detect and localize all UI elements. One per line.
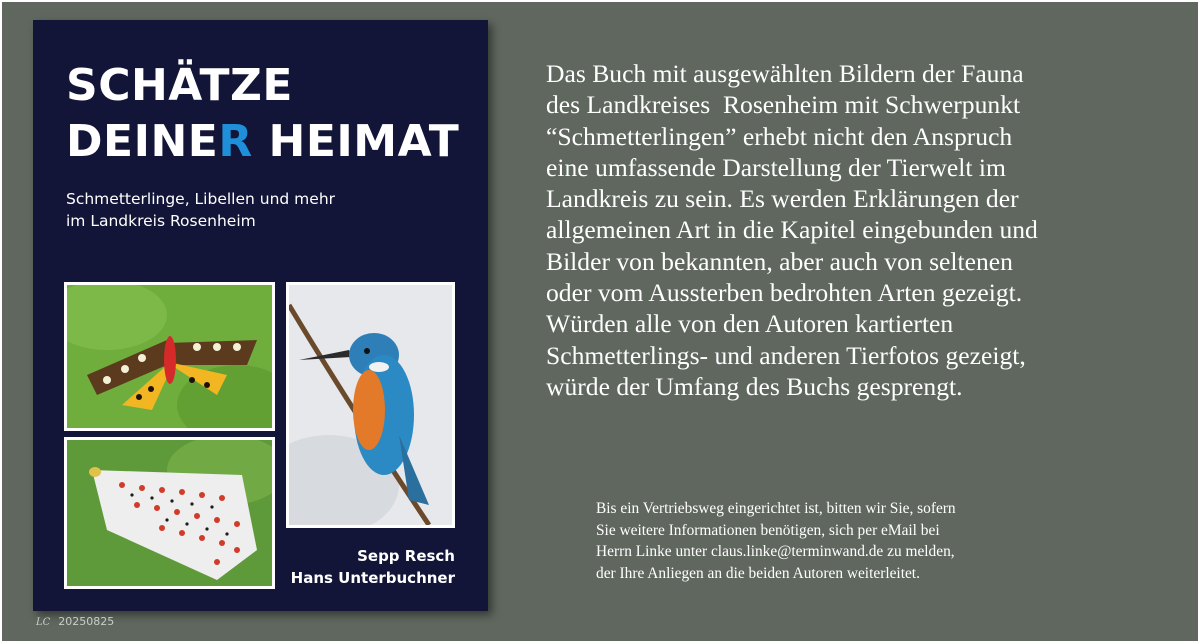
book-cover: [33, 20, 488, 611]
crimson-speckled-moth-photo: [64, 437, 275, 589]
author-name: Hans Unterbuchner: [290, 569, 455, 587]
description-line: oder vom Aussterben bedrohten Arten gezeigt.: [546, 278, 1023, 308]
book-subtitle-line1: Schmetterlinge, Libellen und mehr: [66, 190, 336, 208]
description-line: Bilder von bekannten, aber auch von seltenen: [546, 246, 1013, 276]
note-line: Bis ein Vertriebsweg eingerichtet ist, bitten wir Sie, sofern: [596, 500, 956, 517]
description-line: allgemeinen Art in die Kapitel eingebunden und: [546, 215, 1038, 245]
book-authors: [291, 545, 455, 589]
book-subtitle-line2: im Landkreis Rosenheim: [66, 212, 256, 230]
stamp-initials: LC: [36, 617, 51, 628]
book-title-part2: HEIMAT: [252, 116, 460, 167]
book-title-line2: [66, 114, 459, 170]
book-title-accent-letter: R: [218, 116, 253, 167]
description-line: würde der Umfang des Buchs gesprengt.: [546, 371, 963, 401]
book-title-part1: DEINE: [66, 116, 219, 167]
description-line: “Schmetterlingen” erhebt nicht den Anspruch: [546, 121, 1013, 151]
stamp-code: 20250825: [58, 615, 115, 628]
note-line: Sie weitere Informationen benötigen, sich per eMail bei: [596, 521, 940, 539]
description-line: des Landkreises Rosenheim mit Schwerpunkt: [546, 90, 1021, 120]
book-description: [546, 58, 1186, 402]
tiger-moth-photo: [64, 282, 275, 431]
description-line: Das Buch mit ausgewählten Bildern der Fauna: [546, 59, 1024, 88]
contact-note: [596, 498, 1116, 584]
book-subtitle: [66, 188, 335, 232]
author-name: Sepp Resch: [357, 547, 455, 565]
note-line: der Ihre Anliegen an die beiden Autoren weiterleitet.: [596, 564, 920, 582]
book-title: [66, 58, 459, 170]
description-line: Landkreis zu sein. Es werden Erklärungen der: [546, 184, 1019, 214]
kingfisher-photo: [286, 282, 455, 528]
description-line: Würden alle von den Autoren kartierten: [546, 309, 954, 339]
description-line: Schmetterlings- und anderen Tierfotos gezeigt,: [546, 340, 1026, 370]
version-stamp: [36, 615, 114, 628]
description-line: eine umfassende Darstellung der Tierwelt im: [546, 152, 1006, 182]
book-title-line1: SCHÄTZE: [66, 60, 293, 111]
note-line: Herrn Linke unter claus.linke@terminwand.de zu melden,: [596, 543, 955, 560]
